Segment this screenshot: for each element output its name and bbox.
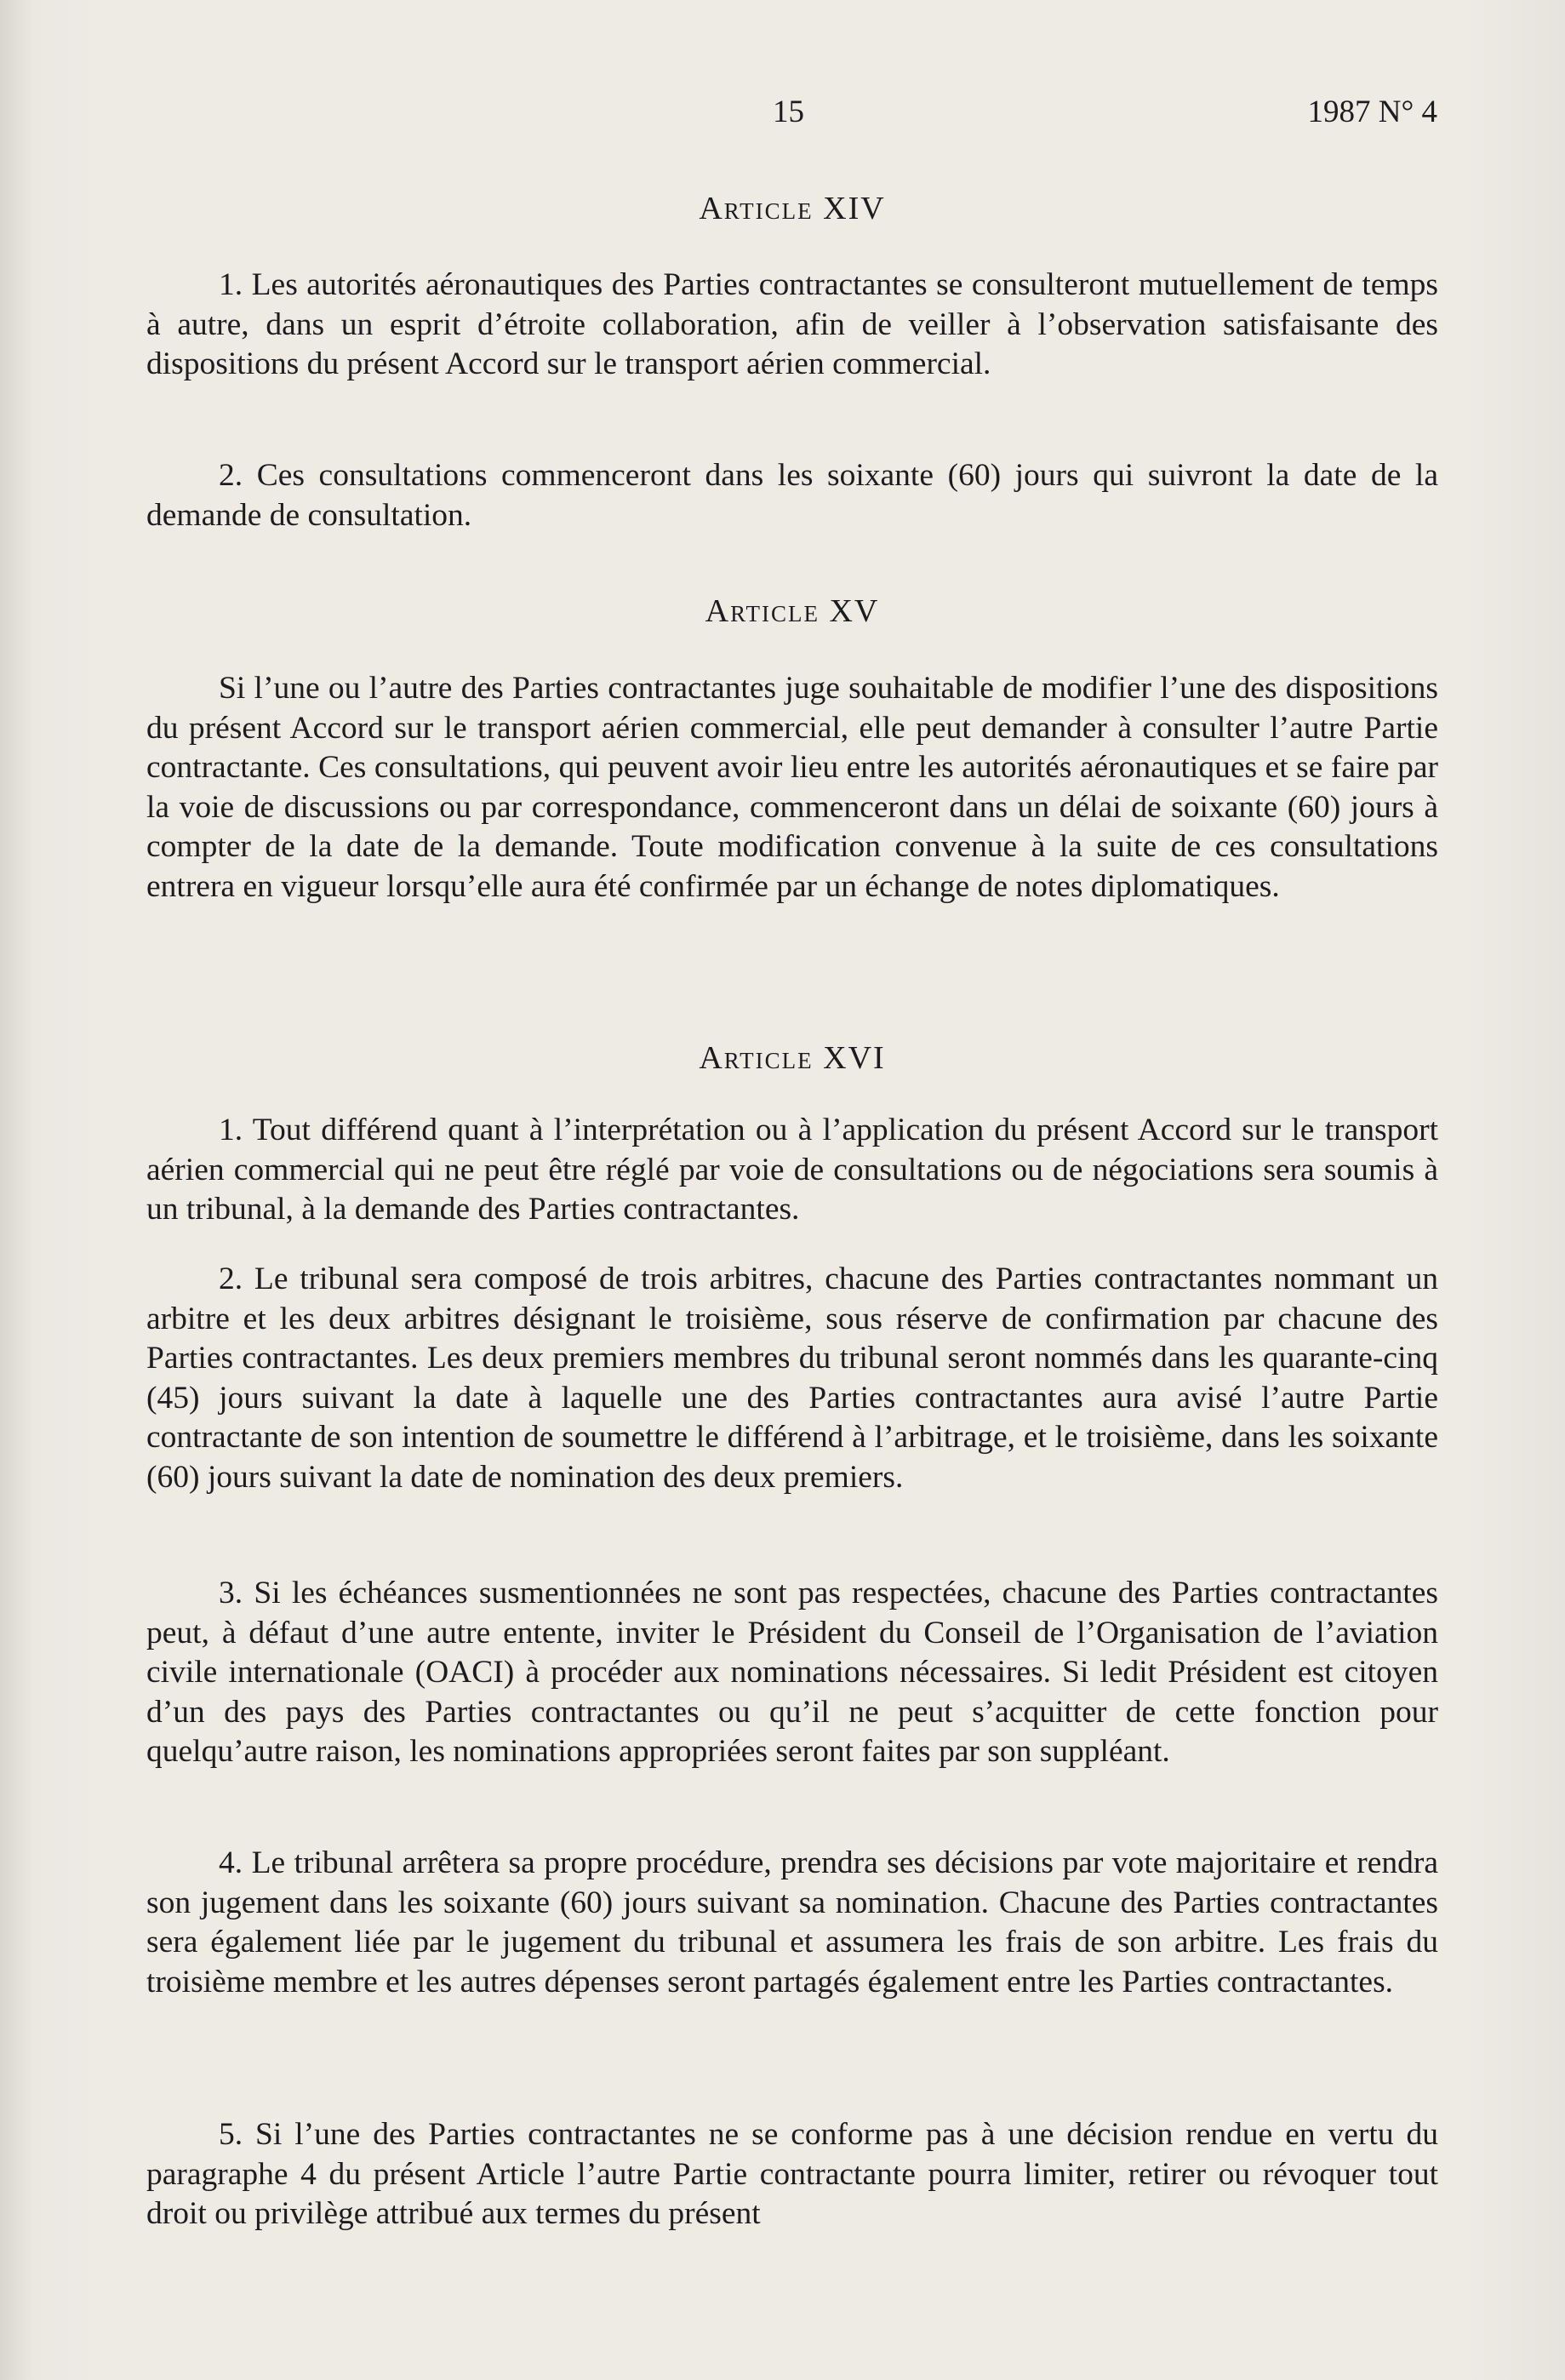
- page-header: [0, 94, 1565, 136]
- article-xvi-heading: Article XVI: [699, 1040, 886, 1076]
- article-xiv-paragraph-2: 2. Ces consultations commenceront dans les soixante (60) jours qui suivront la date de la demande de consultation.: [146, 458, 1438, 533]
- article-xvi-paragraph-4: 4. Le tribunal arrêtera sa propre procédure, prendra ses décisions par vote majoritaire et rendra son jugement dans les soixante (60) jours suivant sa nomination. Chacune des Parties contractantes sera également liée par le jugement du tribunal et assumera les frais de son arbitre. Les frais du troisième membre et les autres dépenses seront partagés également entre les Parties contractantes.: [146, 1845, 1438, 2000]
- issue-label: 1987 N° 4: [1307, 94, 1437, 129]
- article-xv-heading: Article XV: [705, 593, 880, 629]
- article-xv-paragraph-1: Si l’une ou l’autre des Parties contractantes juge souhaitable de modifier l’une des dispositions du présent Accord sur le transport aérien commercial, elle peut demander à consulter l’autre Partie contractante. Ces consultations, qui peuvent avoir lieu entre les autorités aéronautiques et se faire par la voie de discussions ou par correspondance, commenceront dans un délai de soixante (60) jours à compter de la date de la demande. Toute modification convenue à la suite de ces consultations entrera en vigueur lorsqu’elle aura été confirmée par un échange de notes diplomatiques.: [146, 671, 1438, 904]
- article-xvi-paragraph-1: 1. Tout différend quant à l’interprétation ou à l’application du présent Accord sur le transport aérien commercial qui ne peut être réglé par voie de consultations ou de négociations sera soumis à un tribunal, à la demande des Parties contractantes.: [146, 1113, 1438, 1227]
- article-xiv-paragraph-1: 1. Les autorités aéronautiques des Parties contractantes se consulteront mutuellement de temps à autre, dans un esprit d’étroite collaboration, afin de veiller à l’observation satisfaisante des dispositions du présent Accord sur le transport aérien commercial.: [146, 267, 1438, 381]
- page-number: 15: [773, 94, 804, 129]
- article-xiv-heading: Article XIV: [699, 191, 886, 226]
- article-xvi-paragraph-5: 5. Si l’une des Parties contractantes ne se conforme pas à une décision rendue en vertu du paragraphe 4 du présent Article l’autre Partie contractante pourra limiter, retirer ou révoquer tout droit ou privilège attribué aux termes du présent: [146, 2117, 1438, 2231]
- article-xvi-paragraph-3: 3. Si les échéances susmentionnées ne sont pas respectées, chacune des Parties contractantes peut, à défaut d’une autre entente, inviter le Président du Conseil de l’Organisation de l’aviation civile internationale (OACI) à procéder aux nominations nécessaires. Si ledit Président est citoyen d’un des pays des Parties contractantes ou qu’il ne peut s’acquitter de cette fonction pour quelqu’autre raison, les nominations appropriées seront faites par son suppléant.: [146, 1576, 1438, 1769]
- article-xvi-paragraph-2: 2. Le tribunal sera composé de trois arbitres, chacune des Parties contractantes nommant un arbitre et les deux arbitres désignant le troisième, sous réserve de confirmation par chacune des Parties contractantes. Les deux premiers membres du tribunal seront nommés dans les quarante-cinq (45) jours suivant la date à laquelle une des Parties contractantes aura avisé l’autre Partie contractante de son intention de soumettre le différend à l’arbitrage, et le troisième, dans les soixante (60) jours suivant la date de nomination des deux premiers.: [146, 1262, 1438, 1495]
